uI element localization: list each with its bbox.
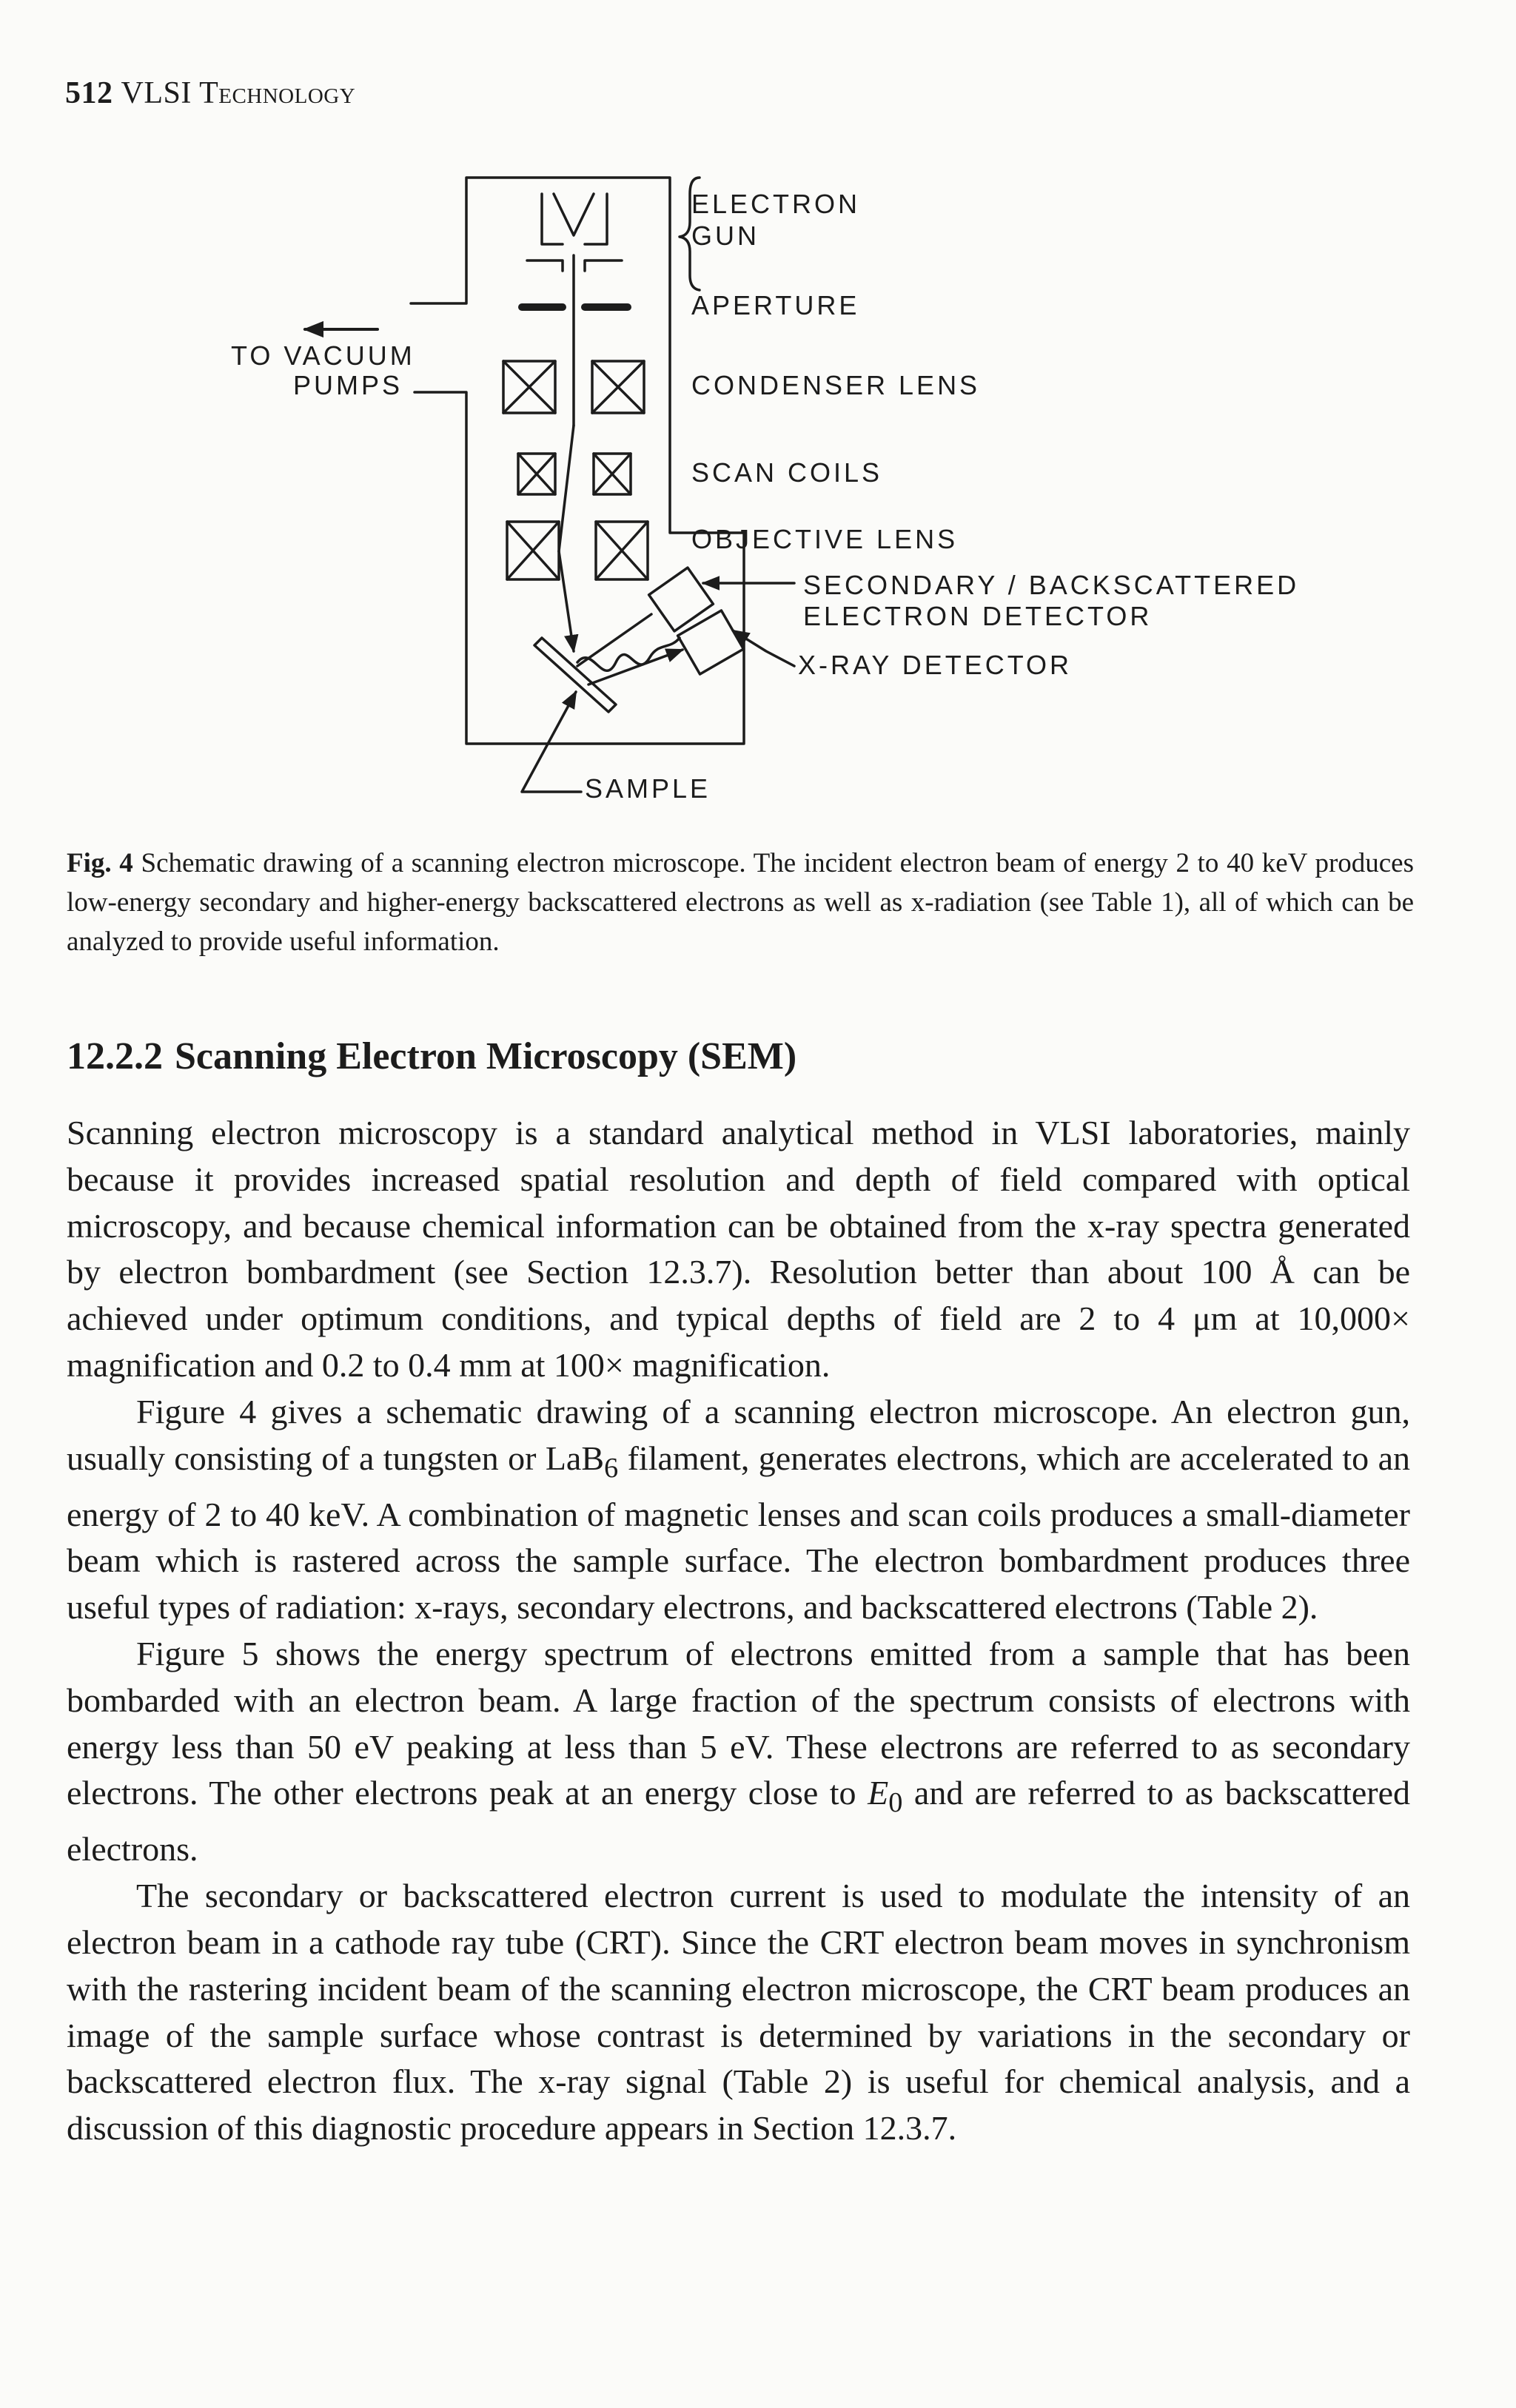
paragraph-3-variable: E [868,1774,889,1812]
label-electron-gun-2: GUN [691,221,759,251]
paragraph-3-text-a: Figure 5 shows the energy spectrum of electrons emitted from a sample that has been bombarded with an electron beam. A large fraction of the spectrum consists of electrons with energy less than 50 eV peaking at less than 5 eV. These electrons are referred to as secondary electrons. The other electrons peak at an energy close to [67,1634,1410,1812]
label-sample: SAMPLE [585,773,711,804]
page-number: 512 [65,76,113,110]
objective-lens-right [596,522,648,579]
sample-leader [522,692,581,792]
paragraph-2-text-b: filament, generates electrons, which are accelerated to an energy of 2 to 40 keV. A combination of magnetic lenses and scan coils produces a small-diameter beam which is rastered across the sample surface. The electron bombardment produces three useful types of radiation: x-rays, secondary electrons, and backscattered electrons (Table 2). [67,1439,1410,1627]
electron-gun-filament [554,194,594,235]
paragraph-2-text-a: Figure 4 gives a schematic drawing of a scanning electron microscope. An electron gun, usually consisting of a tungsten or LaB [67,1392,1410,1477]
label-condenser-lens: CONDENSER LENS [691,370,981,400]
x-ray-path [588,650,682,685]
paragraph-2 [67,1389,1410,1631]
label-electron-gun-1: ELECTRON [691,189,861,219]
x-ray-detector [678,611,744,674]
condenser-lens-left [503,361,555,413]
electron-gun-left [542,194,563,244]
figure-caption [67,844,1414,961]
figure-caption-text: Schematic drawing of a scanning electron microscope. The incident electron beam of energy 2 to 40 keV produces low-energy secondary and higher-energy backscattered electrons as well as x-radiation (see Table 1), all of which can be analyzed to provide useful information. [67,848,1415,957]
scan-coil-right [594,454,631,494]
label-detector-1: SECONDARY / BACKSCATTERED [803,570,1300,600]
condenser-lens-right [592,361,644,413]
scan-coil-left [518,454,555,494]
section-heading [67,1035,796,1078]
paragraph-4: The secondary or backscattered electron current is used to modulate the intensity of an electron beam in a cathode ray tube (CRT). Since the CRT electron beam moves in synchronism with the rastering incident beam of the scanning electron microscope, the CRT beam produces an image of the sample surface whose contrast is determined by variations in the secondary or backscattered electron flux. The x-ray signal (Table 2) is useful for chemical analysis, and a discussion of this diagnostic procedure appears in Section 12.3.7. [67,1877,1410,2148]
label-detector-2: ELECTRON DETECTOR [803,601,1153,631]
paragraph-1: Scanning electron microscopy is a standard analytical method in VLSI laboratories, mainly because it provides increased spatial resolution and depth of field compared with optical microscopy, and because chemical information can be obtained from the x-ray spectra generated by electron bombardment (see Section 12.3.7). Resolution better than about 100 Å can be achieved under optimum conditions, and typical depths of field are 2 to 4 μm at 10,000× magnification and 0.2 to 0.4 mm at 100× magnification. [67,1114,1410,1384]
section-number: 12.2.2 [67,1035,163,1077]
paragraph-3 [67,1631,1410,1873]
body-text [67,1110,1410,2152]
sem-schematic-drawing [0,0,1516,844]
figure-caption-label: Fig. 4 [67,848,133,878]
label-x-ray-detector: X-RAY DETECTOR [798,650,1073,680]
section-title: Scanning Electron Microscopy (SEM) [175,1035,797,1077]
electron-gun-right [585,194,607,244]
paragraph-2-subscript: 6 [604,1452,619,1484]
running-title: VLSI Technology [121,76,356,110]
label-scan-coils: SCAN COILS [691,457,883,488]
objective-lens-left [507,522,559,579]
sem-schematic-figure [0,0,1516,844]
label-vacuum-2: PUMPS [292,370,403,400]
paragraph-3-variable-subscript: 0 [888,1787,903,1819]
paragraph-3-text-b: and are referred to as backscattered electrons. [67,1774,1411,1869]
label-objective-lens: OBJECTIVE LENS [691,524,959,554]
label-vacuum-1: TO VACUUM [231,340,415,371]
label-aperture: APERTURE [691,290,860,320]
